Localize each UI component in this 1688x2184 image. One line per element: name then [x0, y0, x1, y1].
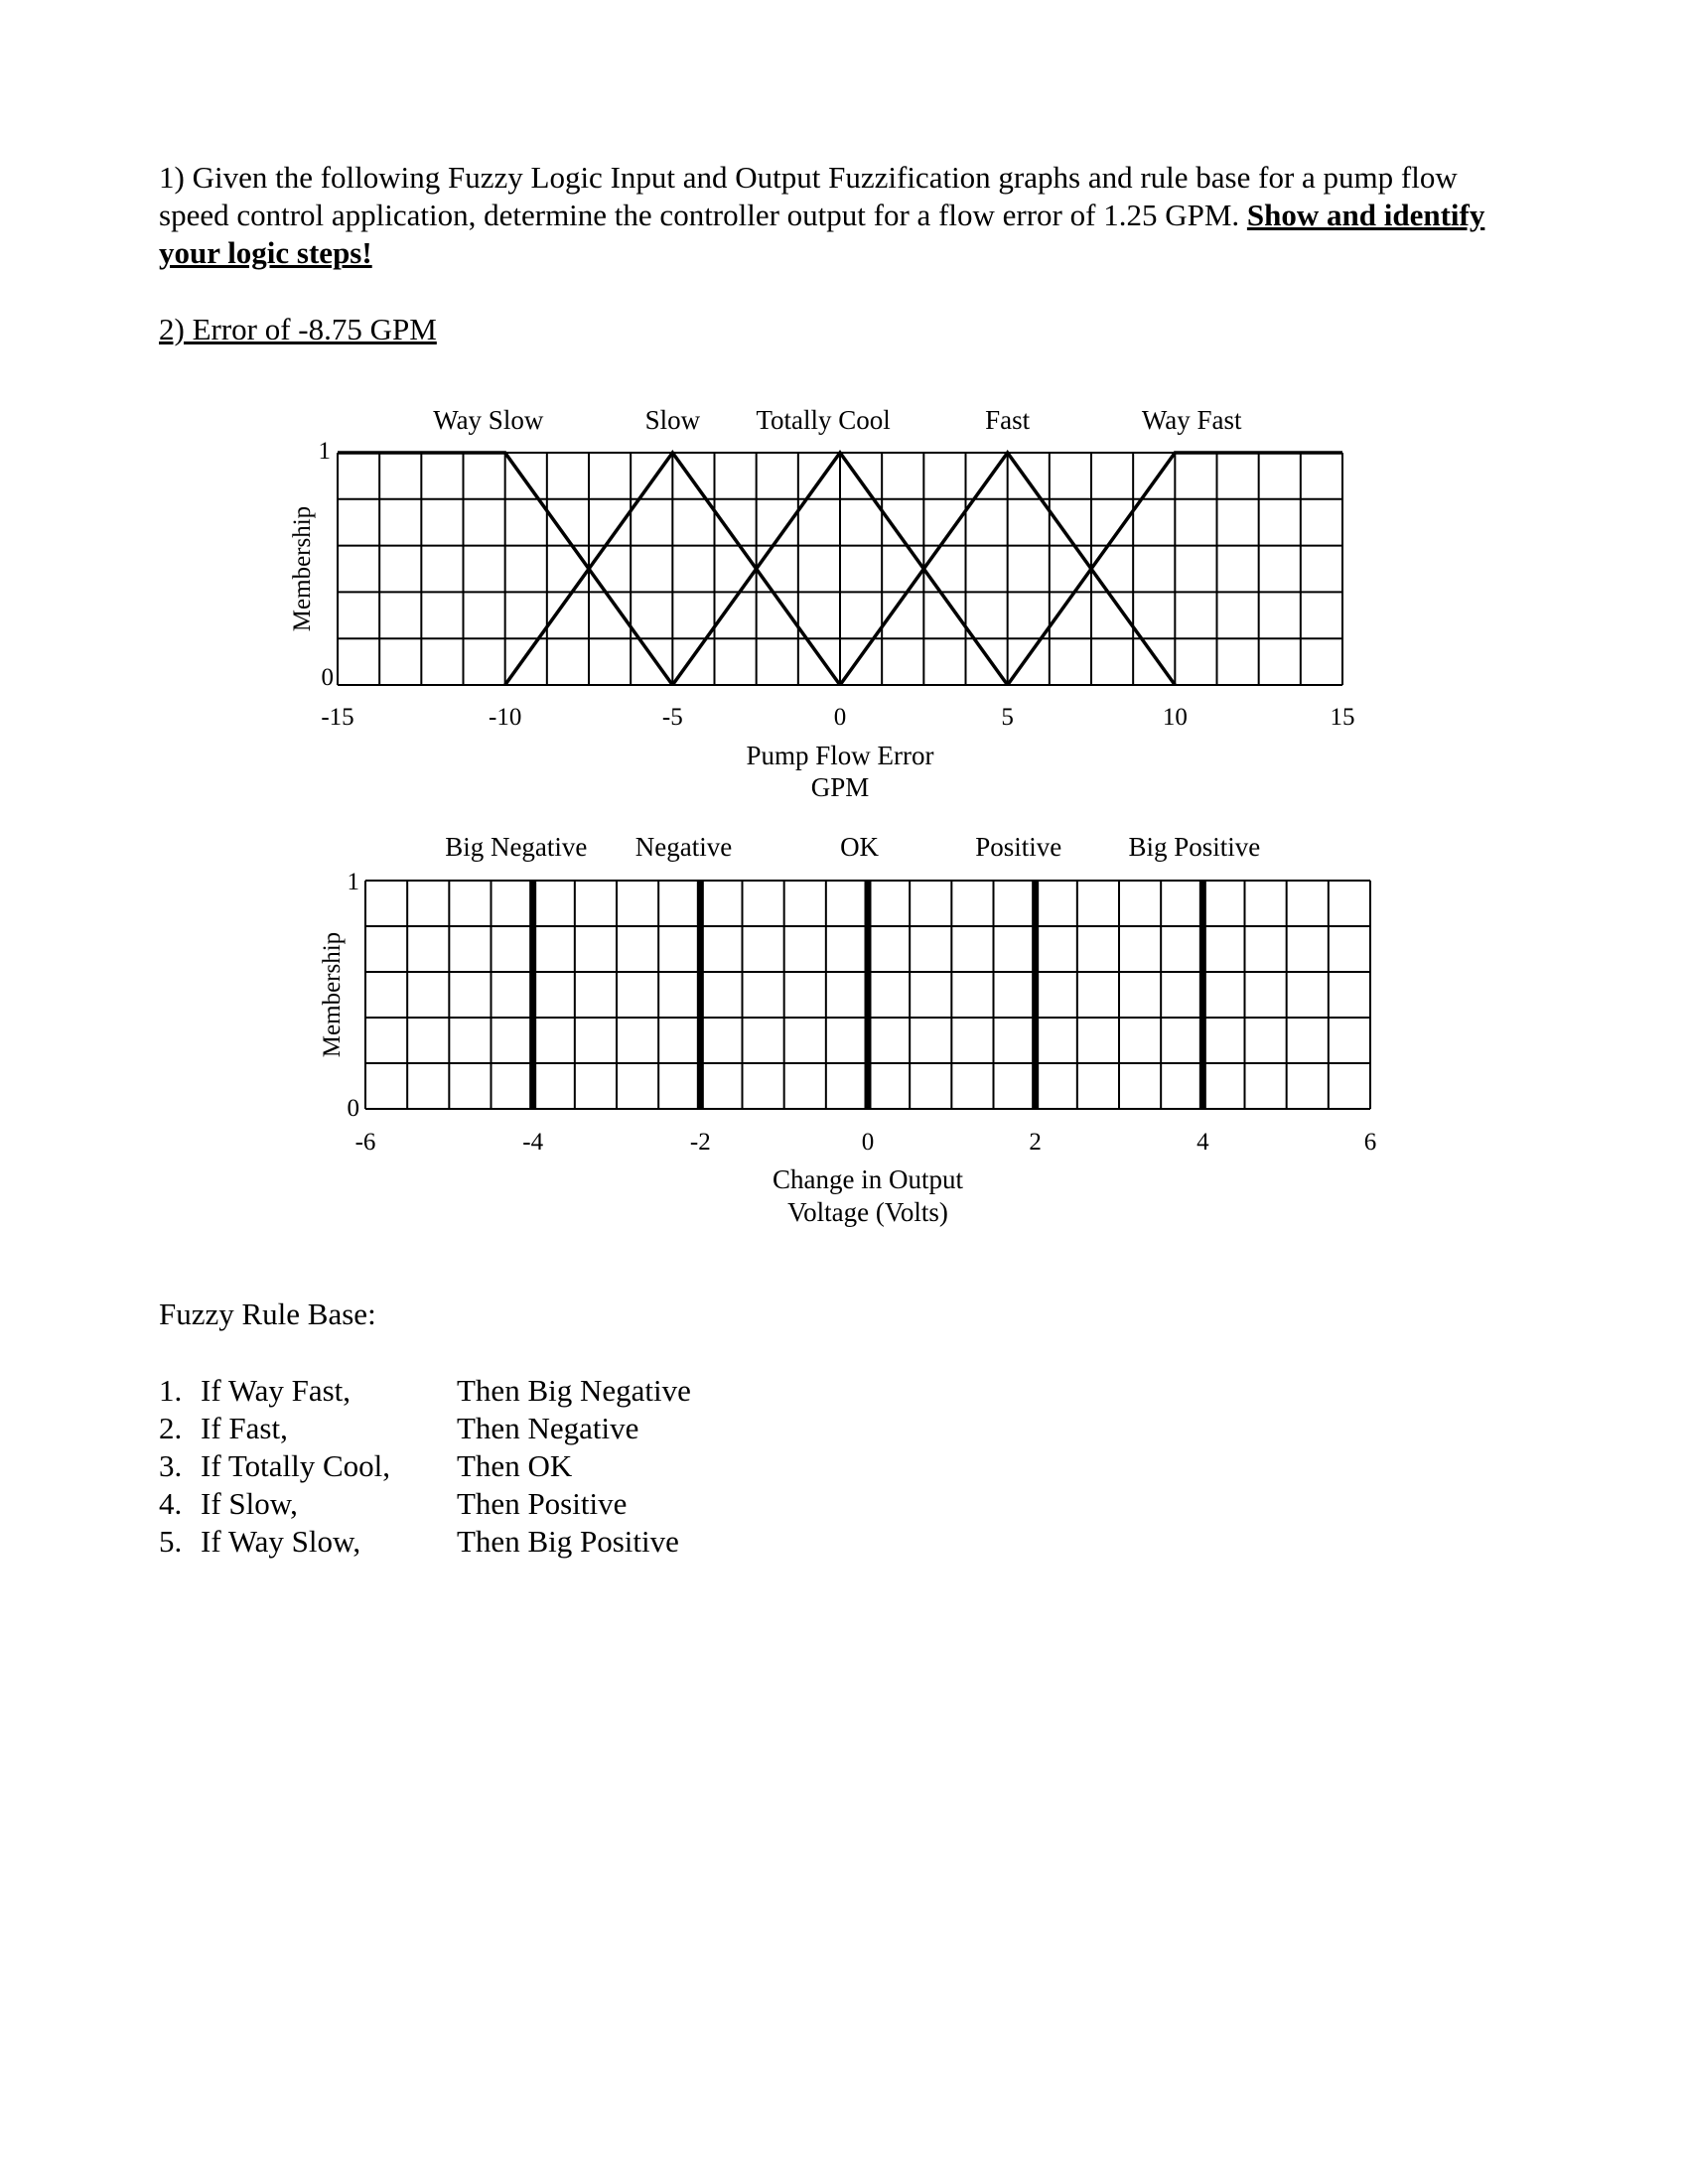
rule-number: 3.: [159, 1448, 183, 1483]
rule-number: 2.: [159, 1411, 183, 1445]
chart2-series-label-4: Positive: [975, 832, 1062, 862]
chart2-x-axis-unit: Voltage (Volts): [787, 1197, 948, 1227]
chart2-x-tick-label: -2: [689, 1129, 711, 1156]
rule-base-title: Fuzzy Rule Base:: [159, 1297, 376, 1331]
chart1-x-tick-label: 0: [833, 704, 847, 731]
chart2-series-label-2: Negative: [634, 832, 733, 862]
chart1-x-tick-label: 15: [1330, 704, 1355, 731]
rule-row: [159, 1523, 691, 1561]
rule-result: Then Negative: [457, 1411, 639, 1445]
rule-number: 1.: [159, 1373, 183, 1408]
chart1-x-tick-label: -15: [321, 704, 354, 731]
chart2-x-tick-label: 6: [1363, 1129, 1377, 1156]
chart2-x-tick-label: -4: [522, 1129, 544, 1156]
question-1-emphasis: Show and identify your logic steps!: [159, 198, 1485, 270]
chart2-y-tick-label: 0: [347, 1095, 359, 1122]
chart1-y-tick-label: 1: [318, 438, 331, 465]
chart1-series-label-5: Way Fast: [1141, 405, 1242, 435]
question-2: 2) Error of -8.75 GPM: [159, 312, 437, 346]
rule-result: Then Big Negative: [457, 1373, 691, 1408]
rule-result: Then Big Positive: [457, 1524, 679, 1559]
chart1-x-tick-label: -10: [489, 704, 522, 731]
chart2-x-tick-label: 2: [1029, 1129, 1042, 1156]
rule-condition: If Fast,: [201, 1411, 288, 1445]
chart2-series-label-5: Big Positive: [1128, 832, 1261, 862]
chart2-y-axis-label: Membership: [319, 931, 346, 1058]
chart2-y-tick-label: 1: [347, 869, 359, 895]
rule-result: Then OK: [457, 1448, 573, 1483]
rule-row: [159, 1447, 691, 1485]
chart1-x-tick-label: 5: [1001, 704, 1014, 731]
rule-result: Then Positive: [457, 1486, 628, 1521]
rule-condition: If Way Fast,: [201, 1373, 352, 1408]
chart2-x-tick-label: 4: [1196, 1129, 1209, 1156]
rule-row: [159, 1410, 691, 1447]
chart1-series-label-2: Slow: [644, 405, 701, 435]
chart2-series-label-1: Big Negative: [445, 832, 588, 862]
rule-condition: If Totally Cool,: [201, 1448, 390, 1483]
rule-condition: If Way Slow,: [201, 1524, 361, 1559]
chart1-series-label-1: Way Slow: [433, 405, 544, 435]
rule-condition: If Slow,: [201, 1486, 298, 1521]
chart1-y-tick-label: 0: [321, 664, 334, 691]
rule-number: 5.: [159, 1524, 183, 1559]
chart2-series-label-3: OK: [840, 832, 880, 862]
chart1-x-axis-label: Pump Flow Error: [746, 741, 934, 770]
question-1-text: 1) Given the following Fuzzy Logic Input and Output Fuzzification graphs and rule base for a pump flow speed control application, determine the controller output for a flow error of 1.25 GPM.: [159, 160, 1458, 232]
chart1-x-axis-unit: GPM: [810, 772, 870, 802]
chart2-x-axis-label: Change in Output: [773, 1164, 963, 1194]
rule-row: [159, 1372, 691, 1410]
rule-row: [159, 1485, 691, 1523]
chart1-y-axis-label: Membership: [289, 505, 316, 632]
chart1-series-label-4: Fast: [985, 405, 1031, 435]
chart1-x-tick-label: 10: [1162, 704, 1188, 731]
rule-number: 4.: [159, 1486, 183, 1521]
rule-list: [159, 1372, 691, 1561]
chart1-x-tick-label: -5: [661, 704, 683, 731]
chart2-x-tick-label: -6: [354, 1129, 376, 1156]
chart2-x-tick-label: 0: [861, 1129, 875, 1156]
chart1-series-label-3: Totally Cool: [756, 405, 891, 435]
